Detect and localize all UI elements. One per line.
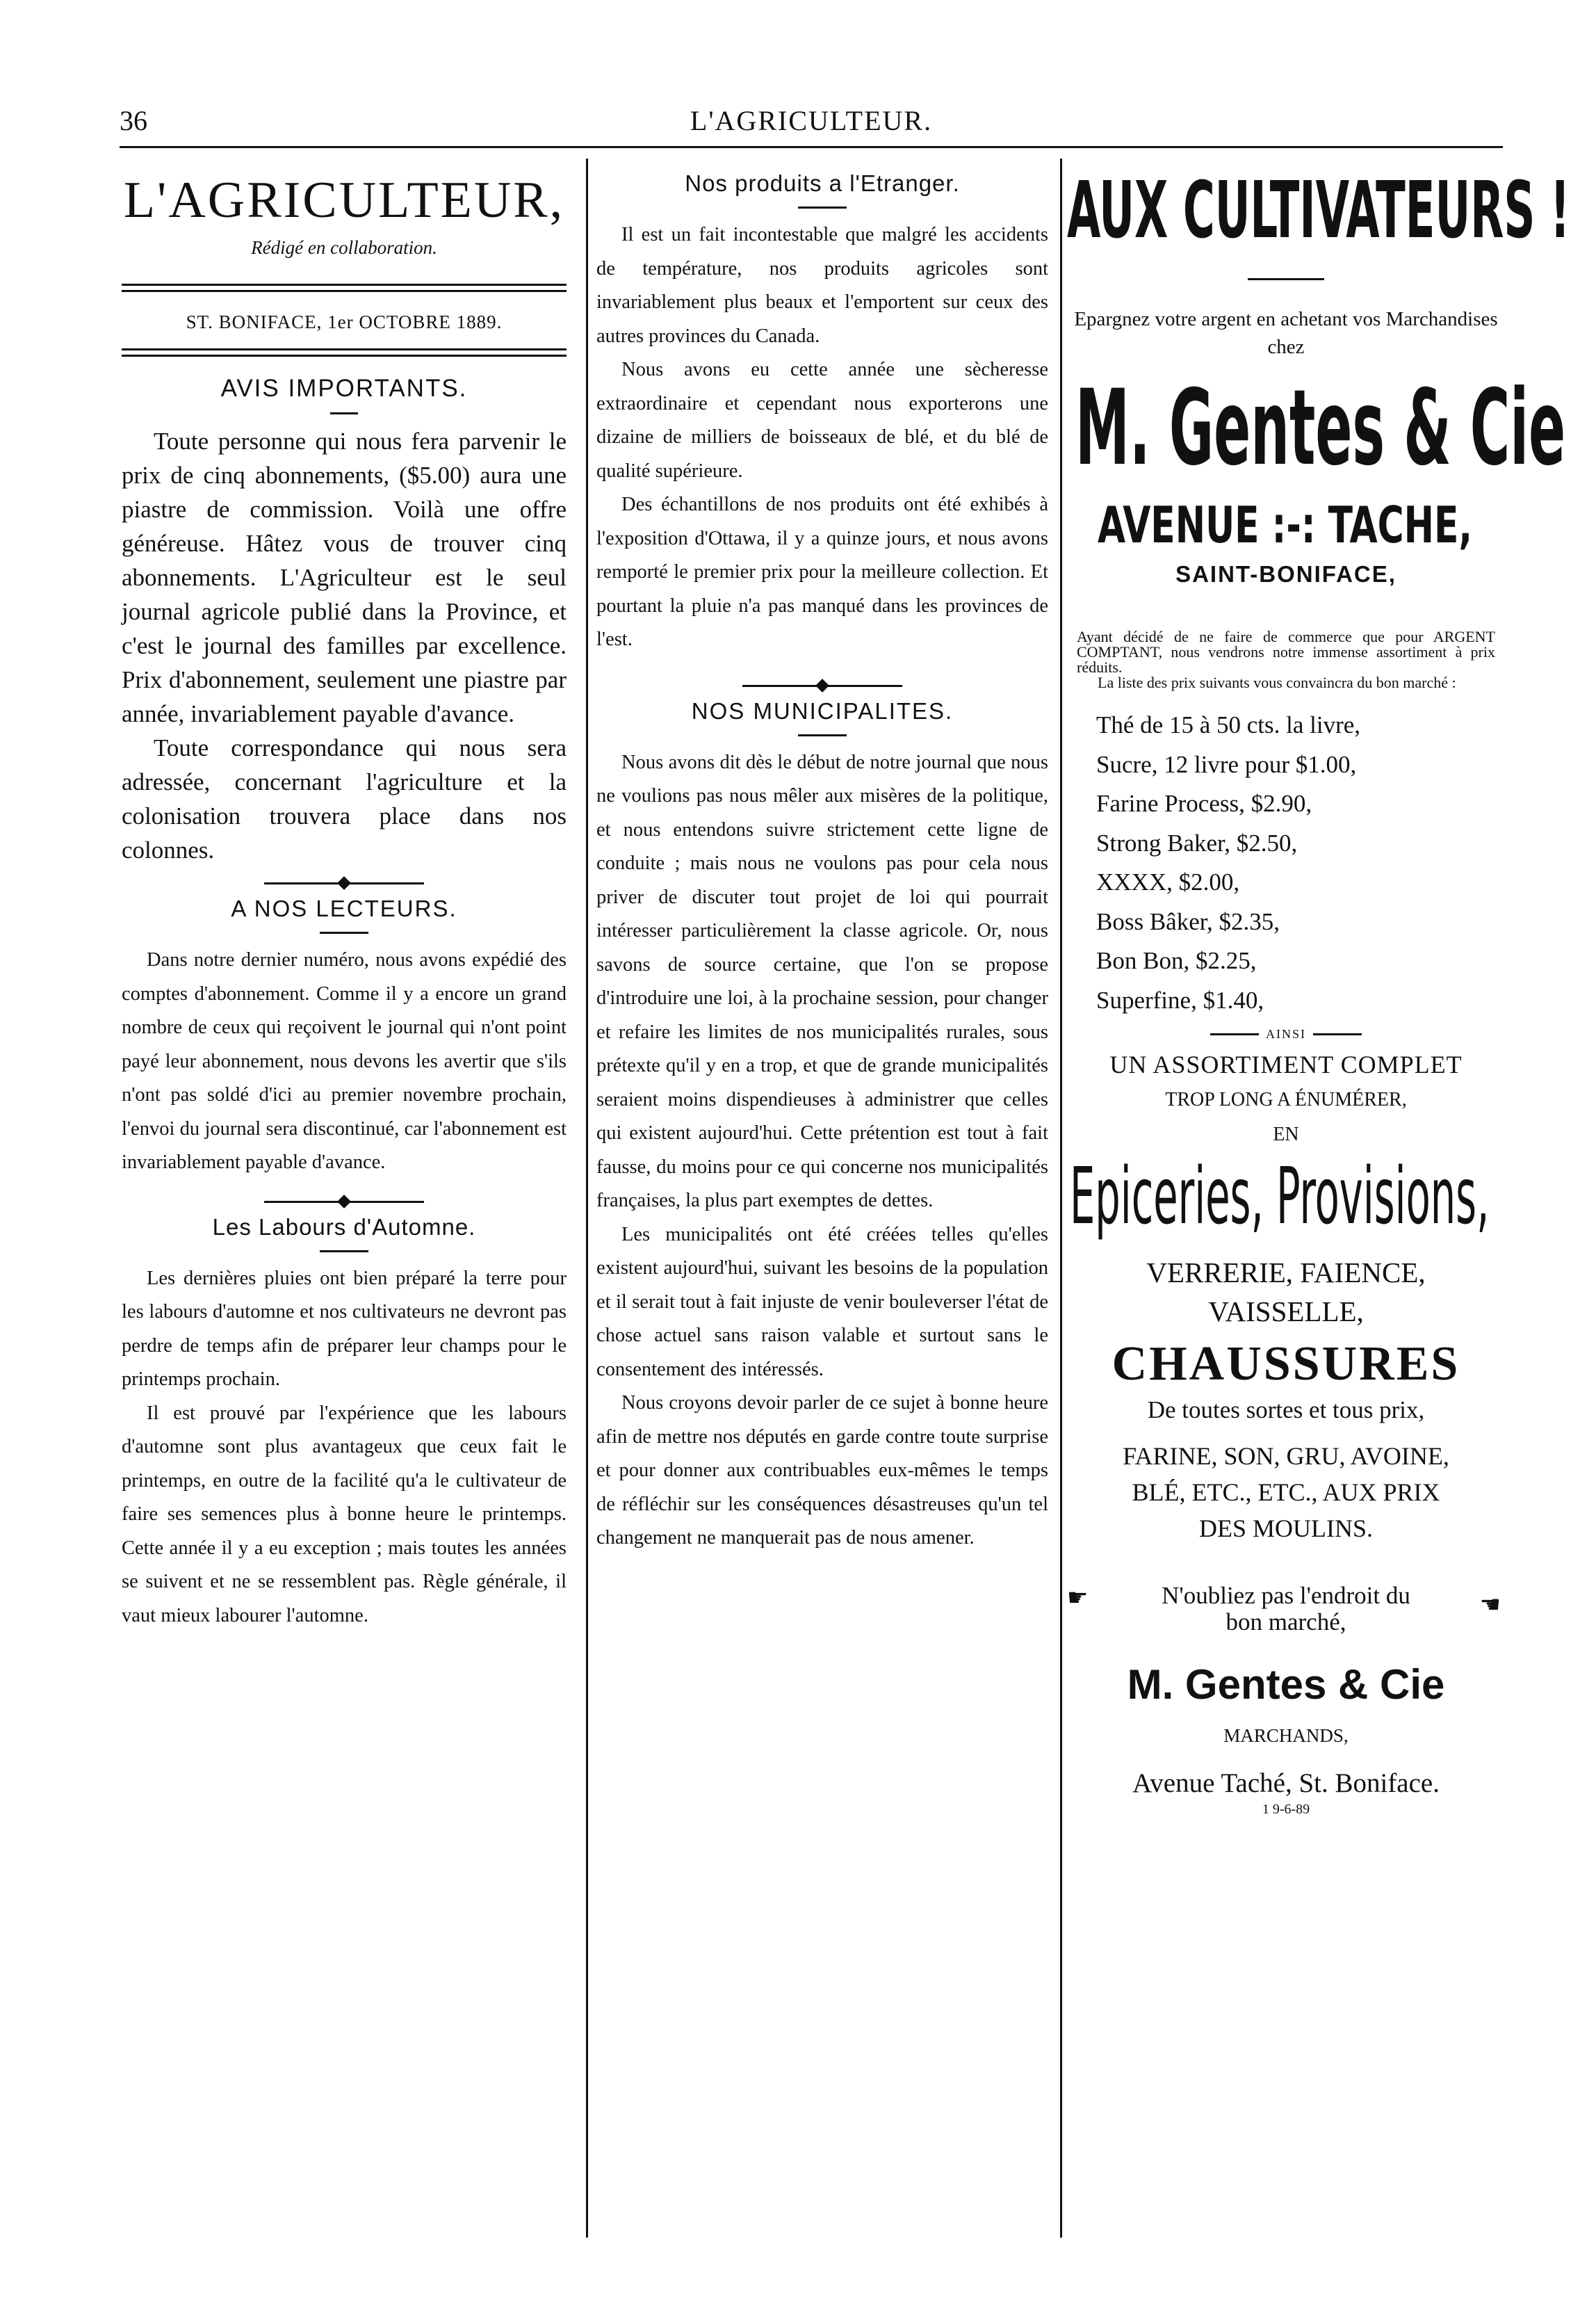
section-heading: Nos produits a l'Etranger. [685, 170, 960, 196]
labours-body [122, 1262, 567, 1633]
ad-farine [1067, 1438, 1505, 1546]
ad-epiceries-box [1067, 1151, 1505, 1249]
ad-address: Avenue Taché, St. Boniface. [1132, 1768, 1440, 1798]
pointing-hand-icon: ☚ [1479, 1592, 1501, 1618]
paragraph: Des échantillons de nos produits ont été exhibés à l'exposition d'Ottawa, il y a quinze jours, et nous avons remporté le premier prix pour la meilleure collection. Et pourtant la pluie n'a pas manqué dans les provinces de l'est. [596, 494, 1048, 650]
ad-assortment: UN ASSORTIMENT COMPLET [1109, 1051, 1463, 1078]
dateline: ST. BONIFACE, 1er OCTOBRE 1889. [186, 312, 503, 332]
section-labours [122, 1214, 567, 1633]
paragraph: Nous avons eu cette année une sècheresse extraordinaire et cependant nous exporterons une dizaine de milliers de boisseaux de blé, et du blé de qualité supérieure. [596, 359, 1048, 482]
price-item: Strong Baker, $2.50, [1096, 829, 1298, 857]
ad-ainsi: AINSI [1266, 1027, 1306, 1041]
paragraph: Nous avons dit dès le début de notre journal que nous ne voulions pas nous mêler aux misères de la politique, et nous entendons suivre strictement cette ligne de conduite ; mais nous ne voulons pas pour cela nous priver de discuter tout projet de loi qui pourrait intéresser particulièrement la classe agricole. Or, nous savons de source certaine, que l'on se propose d'introduire une loi, à la prochaine session, pour changer et refaire les limites de nos municipalités rurales, sous prétexte qu'il y en a trop, et que de grande municipalités seraient moins dispendieuses à administrer que celles qui existent aujourd'hui. Cette prétention est tout à fait fausse, du moins pour ce qui concerne nos municipalités françaises, la plus part exemptes de dettes. [596, 751, 1048, 1211]
masthead-title: L'AGRICULTEUR, [123, 172, 565, 229]
ad-reminder-line: N'oubliez pas l'endroit du [1162, 1582, 1410, 1609]
lecteurs-body [122, 944, 567, 1180]
section-produits [596, 170, 1048, 657]
ad-notice-line: Ayant décidé de ne faire de commerce que pour ARGENT COMPTANT, nous vendrons notre immense assortiment à prix réduits. [1077, 628, 1495, 676]
ad-headline: AUX CULTIVATEURS ! [1067, 165, 1570, 256]
ad-street-box [1067, 496, 1505, 554]
price-item: Superfine, $1.40, [1096, 986, 1264, 1014]
ad-chaussures: CHAUSSURES [1112, 1337, 1460, 1391]
ornament-rule [264, 882, 424, 884]
ad-marchands: MARCHANDS, [1223, 1725, 1349, 1746]
municipalites-body [596, 746, 1048, 1555]
masthead [122, 169, 567, 259]
column-divider [586, 159, 588, 2238]
paragraph: Les municipalités ont été créées telles qu'elles existent aujourd'hui, suivant les besoins de la population et il serait tout à fait injuste de venir bouleverser l'état de chose actuel sans raison valable et surtout sans le consentement des intéressés. [596, 1223, 1048, 1380]
ad-price-list [1096, 706, 1505, 1020]
dash-rule [798, 207, 847, 209]
running-head [120, 104, 1503, 139]
masthead-rule [122, 284, 567, 292]
ornament-rule [264, 1201, 424, 1203]
paragraph: Toute personne qui nous fera parvenir le prix de cinq abonnements, ($5.00) aura une piastre de commission. Voilà une offre généreuse. Hâtez vous de trouver cinq abonnements. L'Agriculteur est le seul journal agricole publié dans la Province, et c'est le journal des familles par excellence. Prix d'abonnement, seulement une piastre par année, invariablement payable d'avance. [122, 428, 567, 727]
avis-body [122, 424, 567, 867]
ad-too-long: TROP LONG A ÉNUMÉRER, [1165, 1089, 1407, 1110]
ad-rule [1248, 278, 1324, 280]
ad-intro: Epargnez votre argent en achetant vos Marchandises chez [1074, 308, 1498, 358]
paragraph: Nous croyons devoir parler de ce sujet à bonne heure afin de mettre nos députés en garde contre toute surprise et pour donner aux contribuables eux-mêmes le temps de réfléchir sur les conséquences désastreuses qu'un tel changement ne manquerait pas de nous amener. [596, 1392, 1048, 1549]
ad-reminder-line: bon marché, [1226, 1608, 1346, 1635]
ad-firm-name-2: M. Gentes & Cie [1127, 1661, 1445, 1708]
section-heading: NOS MUNICIPALITES. [691, 697, 954, 724]
ad-farine-line: BLÉ, ETC., ETC., AUX PRIX [1132, 1478, 1440, 1506]
paragraph: Dans notre dernier numéro, nous avons expédié des comptes d'abonnement. Comme il y a encore un grand nombre de ceux qui reçoivent le journal qui n'ont point payé leur abonnement, nous devons les avertir que s'ils n'ont pas soldé d'ici au premier novembre prochain, l'envoi du journal sera discontinué, car l'abonnement est invariablement payable d'avance. [122, 949, 567, 1173]
price-item: Thé de 15 à 50 cts. la livre, [1096, 711, 1361, 738]
section-heading: AVIS IMPORTANTS. [220, 375, 468, 402]
ad-code: 1 9-6-89 [1262, 1802, 1310, 1817]
ad-headline-box [1067, 159, 1570, 263]
ad-verrerie-2: VAISSELLE, [1208, 1295, 1364, 1327]
ad-town: SAINT-BONIFACE, [1175, 561, 1396, 587]
masthead-subtitle: Rédigé en collaboration. [251, 237, 437, 258]
ad-sorts: De toutes sortes et tous prix, [1147, 1396, 1425, 1423]
price-item: Farine Process, $2.90, [1096, 790, 1312, 817]
header-rule [120, 146, 1503, 148]
dash-rule [320, 932, 368, 934]
price-item: XXXX, $2.00, [1096, 868, 1240, 896]
dash-rule [798, 734, 847, 736]
section-avis [122, 375, 567, 867]
column-divider [1060, 159, 1062, 2238]
paragraph: Toute correspondance qui nous sera adressée, concernant l'agriculture et la colonisation trouvera place dans nos colonnes. [122, 734, 567, 864]
dash-rule [330, 412, 358, 414]
ad-street: AVENUE :-: TACHE, [1098, 496, 1473, 554]
advertisement [1067, 159, 1570, 1818]
section-heading: A NOS LECTEURS. [231, 896, 457, 921]
price-item: Bon Bon, $2.25, [1096, 947, 1257, 974]
ad-notice [1077, 629, 1495, 690]
paragraph: Il est un fait incontestable que malgré les accidents de température, nos produits agricoles sont invariablement plus beaux et l'emportent sur ceux des autres provinces du Canada. [596, 224, 1048, 347]
ad-notice-line: La liste des prix suivants vous convaincra du bon marché : [1098, 674, 1456, 691]
section-lecteurs [122, 896, 567, 1180]
price-item: Boss Bâker, $2.35, [1096, 907, 1280, 935]
running-title: L'AGRICULTEUR. [690, 105, 933, 136]
section-heading: Les Labours d'Automne. [212, 1213, 476, 1240]
ad-ainsi-row [1067, 1027, 1505, 1042]
paragraph: Les dernières pluies ont bien préparé la terre pour les labours d'automne et nos cultivateurs ne devront pas perdre de temps afin de préparer leur champs pour le printemps prochain. [122, 1267, 567, 1390]
ad-firm-name: M. Gentes & Cie [1075, 368, 1566, 489]
paragraph: Il est prouvé par l'expérience que les labours d'automne sont plus avantageux que ceux fait le printemps, en outre de la facilité qu'a le cultivateur de faire ses semences plus à bonne heure le printemps. Cette année il y a eu exception ; mais toutes les années se suivent et ne se ressemblent pas. Règle générale, il vaut mieux labourer l'automne. [122, 1402, 567, 1626]
page-number: 36 [120, 105, 147, 136]
column-middle [596, 170, 1048, 1555]
dash-rule [320, 1250, 368, 1252]
ad-farine-line: FARINE, SON, GRU, AVOINE, [1123, 1442, 1449, 1470]
produits-body [596, 218, 1048, 657]
ad-verrerie-1: VERRERIE, FAIENCE, [1146, 1256, 1426, 1288]
ad-reminder [1067, 1583, 1505, 1635]
section-municipalites [596, 698, 1048, 1555]
pointing-hand-icon: ☛ [1067, 1585, 1089, 1611]
price-item: Sucre, 12 livre pour $1.00, [1096, 750, 1357, 778]
ad-epiceries: Epiceries, Provisions, [1070, 1151, 1490, 1242]
ad-en: EN [1273, 1124, 1299, 1145]
ad-farine-line: DES MOULINS. [1198, 1514, 1373, 1542]
ornament-rule [742, 685, 902, 687]
column-left [122, 163, 567, 1633]
ad-firm-box [1067, 368, 1566, 496]
dateline-rule [122, 348, 567, 357]
